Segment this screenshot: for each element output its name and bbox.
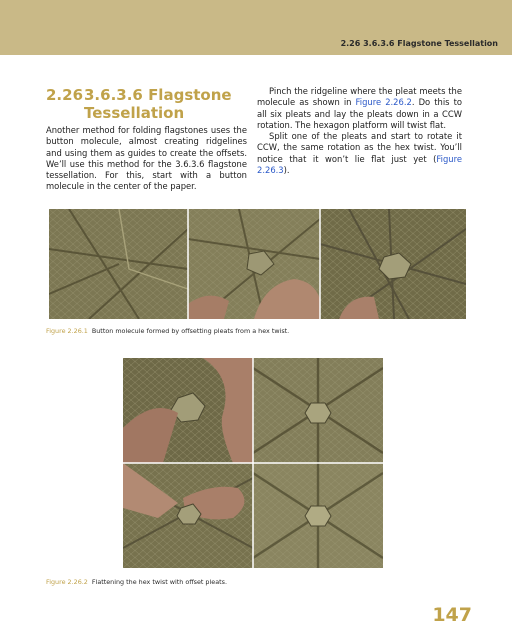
origami-photo-strip xyxy=(49,209,466,319)
figure-link-2-26-3[interactable]: Figure 2.26.3 xyxy=(257,153,462,176)
running-header: 2.26 3.6.3.6 Flagstone Tessellation xyxy=(340,39,498,48)
caption-text: Button molecule formed by offsetting pleats from a hex twist. xyxy=(91,327,290,335)
paragraph-pinch xyxy=(257,86,462,131)
paragraph-text: ). xyxy=(283,165,290,176)
figure-2-26-2-photo xyxy=(123,358,383,568)
figure-2-26-1-caption xyxy=(46,327,289,335)
paragraph-text: Split one of the pleats and start to rotate it CCW, the same rotation as the hex twist. You’ll notice that it won’t lie flat just yet ( xyxy=(257,131,462,164)
section-title-line2: Tessellation xyxy=(84,104,185,122)
left-paragraph: Another method for folding flagstones uses the button molecule, almost creating ridgelines and using them as guides to create the offsets. We’ll use this method for the 3.6.3.6 flagstone tessellation. For this, start with a button molecule in the center of the paper. xyxy=(46,125,247,192)
section-number: 2.26 xyxy=(46,86,84,104)
figure-link-2-26-2[interactable]: Figure 2.26.2 xyxy=(355,97,412,108)
section-heading xyxy=(46,86,256,122)
figure-label: Figure 2.26.1 xyxy=(46,327,88,335)
origami-photo-grid xyxy=(123,358,383,568)
caption-text: Flattening the hex twist with offset pleats. xyxy=(91,578,227,586)
figure-2-26-2-caption xyxy=(46,578,227,586)
paragraph-text: Pinch the ridgeline where the pleat meets the molecule as shown in xyxy=(257,86,462,108)
figure-label: Figure 2.26.2 xyxy=(46,578,88,586)
right-column xyxy=(257,86,462,176)
section-title-line1: 3.6.3.6 Flagstone xyxy=(84,86,232,104)
page-number: 147 xyxy=(432,604,472,626)
paragraph-split xyxy=(257,131,462,176)
paragraph-text: . Do this to all six pleats and lay the pleats down in a CCW rotation. The hexagon platform will twist flat. xyxy=(257,97,462,130)
figure-2-26-1-photo xyxy=(49,209,466,319)
